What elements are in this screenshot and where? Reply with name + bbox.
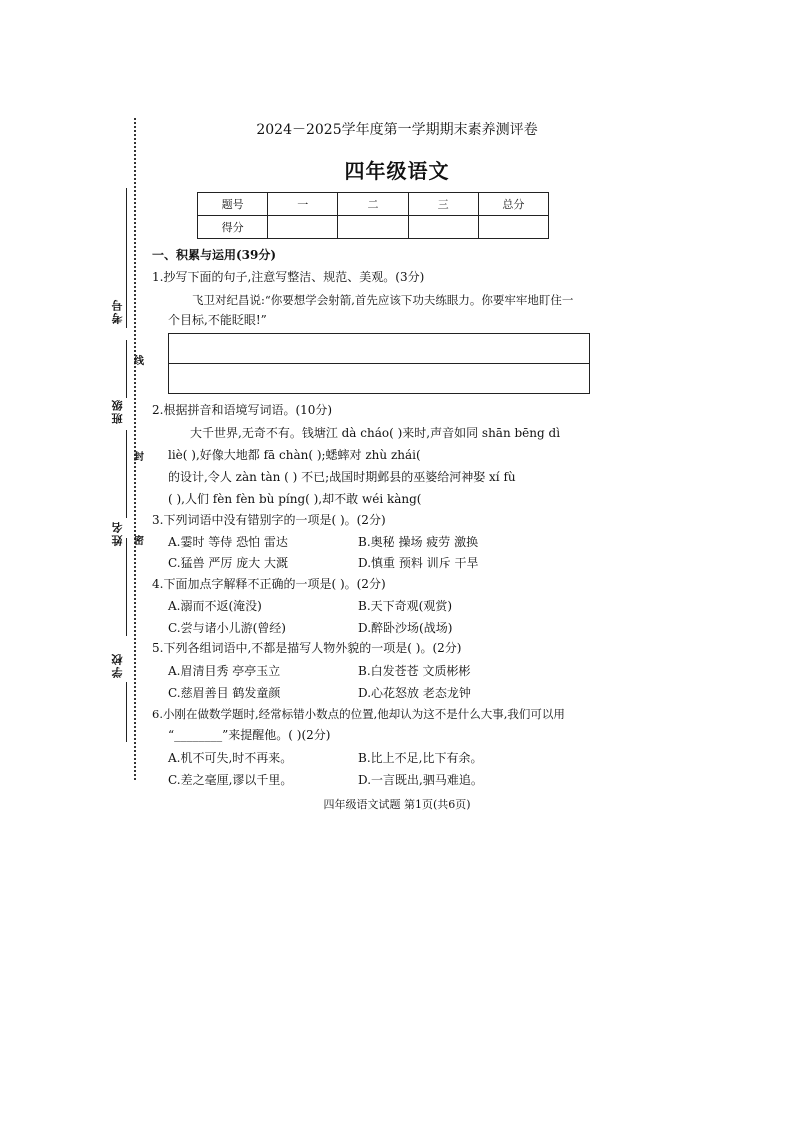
q4-prompt: 4.下面加点字解释不正确的一项是( )。(2分) — [152, 577, 386, 591]
mark-line: 线 — [134, 356, 144, 367]
q2-line2: liè( ),好像大地都 fā chàn( );蟋蟀对 zhù zhái( — [168, 448, 421, 462]
id-underline — [126, 188, 127, 328]
q2-prompt: 2.根据拼音和语境写词语。(10分) — [152, 403, 333, 417]
exam-title: 2024－2025学年度第一学期期末素养测评卷 — [256, 122, 538, 138]
school-underline — [126, 682, 127, 742]
q3-prompt: 3.下列词语中没有错别字的一项是( )。(2分) — [152, 513, 386, 527]
q5-option-d: D.心花怒放 老态龙钟 — [358, 686, 471, 700]
q2-line4: ( ),人们 fèn fèn bù píng( ),却不敢 wéi kàng( — [168, 492, 422, 506]
q1-prompt: 1.抄写下面的句子,注意写整洁、规范、美观。(3分) — [152, 270, 425, 284]
class-underline — [126, 430, 127, 518]
grade-title: 四年级语文 — [344, 159, 450, 183]
score-cell[interactable] — [268, 216, 338, 239]
score-header-cell: 题号 — [198, 193, 268, 216]
class-underline-top — [126, 340, 127, 398]
q1-text-line1: 飞卫对纪昌说:“你要想学会射箭,首先应该下功夫练眼力。你要牢牢地盯住一 — [192, 293, 574, 307]
score-label-cell: 得分 — [198, 216, 268, 239]
score-header-cell: 一 — [268, 193, 338, 216]
copy-line[interactable] — [169, 334, 589, 363]
copy-answer-box[interactable] — [168, 333, 590, 394]
q6-option-d: D.一言既出,驷马难追。 — [358, 773, 483, 787]
q4-option-a: A.溺而不返(淹没) — [168, 599, 262, 613]
mark-close: 密 — [134, 536, 144, 547]
score-table — [197, 192, 549, 239]
score-cell[interactable] — [338, 216, 408, 239]
q4-option-b: B.天下奇观(观赏) — [358, 599, 452, 613]
score-table-score-row — [198, 216, 549, 239]
q6-option-c: C.差之毫厘,谬以千里。 — [168, 773, 293, 787]
q6-prompt-line2: “________”来提醒他。( )(2分) — [168, 728, 331, 742]
score-header-cell: 三 — [408, 193, 478, 216]
q3-option-d: D.慎重 预料 训斥 干旱 — [358, 556, 479, 570]
q5-prompt: 5.下列各组词语中,不都是描写人物外貌的一项是( )。(2分) — [152, 641, 462, 655]
q2-line3: 的设计,令人 zàn tàn ( ) 不已;战国时期邺县的巫婆给河神娶 xí fù — [168, 470, 516, 484]
label-class: 班级 — [111, 398, 124, 424]
score-header-cell: 总分 — [478, 193, 548, 216]
label-exam-id: 考号 — [111, 298, 124, 324]
q5-option-c: C.慈眉善目 鹤发童颜 — [168, 686, 281, 700]
label-school: 学校 — [111, 652, 124, 678]
q3-option-a: A.霎时 等侍 恐怕 雷达 — [168, 535, 288, 549]
mark-seal: 封 — [134, 452, 144, 463]
q4-option-c: C.尝与诸小儿游(曾经) — [168, 621, 286, 635]
section-heading: 一、积累与运用(39分) — [152, 248, 277, 262]
q5-option-a: A.眉清目秀 亭亭玉立 — [168, 664, 281, 678]
copy-line[interactable] — [169, 363, 589, 393]
label-name: 姓名 — [111, 520, 124, 546]
score-cell[interactable] — [408, 216, 478, 239]
score-header-cell: 二 — [338, 193, 408, 216]
q6-option-a: A.机不可失,时不再来。 — [168, 751, 293, 765]
q5-option-b: B.白发苍苍 文质彬彬 — [358, 664, 471, 678]
name-underline — [126, 538, 127, 636]
q2-line1: 大千世界,无奇不有。钱塘江 dà cháo( )来时,声音如同 shān bēng dì — [190, 426, 561, 440]
q4-option-d: D.醉卧沙场(战场) — [358, 621, 453, 635]
q6-option-b: B.比上不足,比下有余。 — [358, 751, 483, 765]
q3-option-b: B.奥秘 操场 疲劳 激换 — [358, 535, 479, 549]
score-cell[interactable] — [478, 216, 548, 239]
q3-option-c: C.猛兽 严厉 庞大 大溉 — [168, 556, 289, 570]
page-footer: 四年级语文试题 第1页(共6页) — [323, 798, 471, 811]
q6-prompt-line1: 6.小刚在做数学题时,经常标错小数点的位置,他却认为这不是什么大事,我们可以用 — [152, 707, 565, 721]
score-table-header-row — [198, 193, 549, 216]
q1-text-line2: 个目标,不能眨眼!” — [168, 313, 267, 327]
